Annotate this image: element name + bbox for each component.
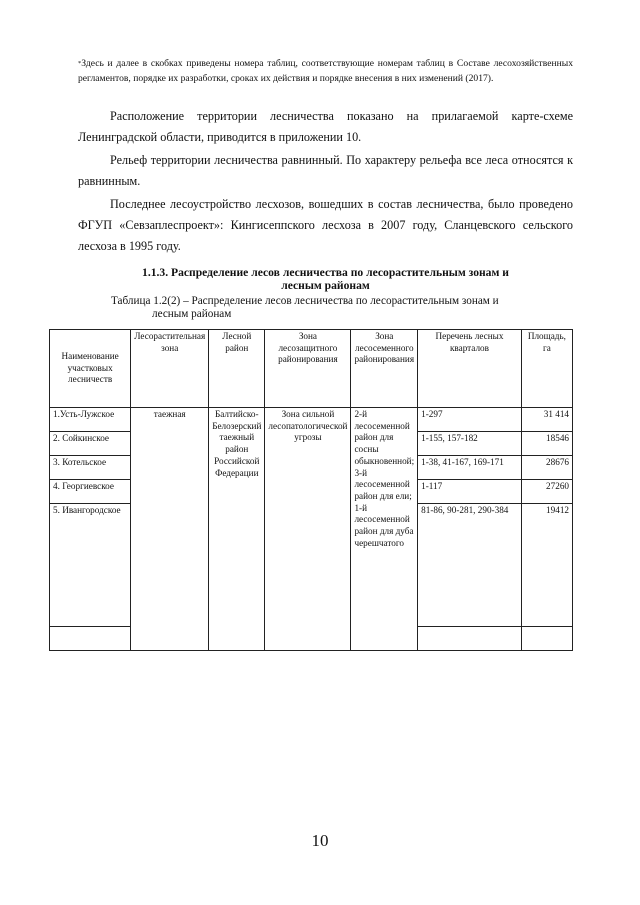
footnote-text: Здесь и далее в скобках приведены номера таблиц, соответствующие номерам таблиц в Составе лесохозяйственных регламентов, порядке их разработки, сроках их действия и порядке внесения в них изменений (2017). bbox=[78, 58, 573, 84]
cell-region: Балтийско-Белозерский таежный район Российской Федерации bbox=[209, 408, 265, 651]
header-area: Площадь, га bbox=[521, 330, 572, 408]
footnote-marker: * bbox=[78, 60, 82, 67]
cell-name: 2. Сойкинское bbox=[50, 432, 131, 456]
table-row bbox=[50, 408, 573, 432]
section-heading-line-1: 1.1.3. Распределение лесов лесничества по лесорастительным зонам и bbox=[142, 266, 509, 279]
header-name: Наименование участковых лесничеств bbox=[50, 330, 131, 408]
table-header-row bbox=[50, 330, 573, 408]
cell-empty bbox=[521, 627, 572, 651]
cell-name: 1.Усть-Лужское bbox=[50, 408, 131, 432]
cell-area: 28676 bbox=[521, 456, 572, 480]
cell-quarters: 1-117 bbox=[418, 480, 522, 504]
cell-quarters: 1-155, 157-182 bbox=[418, 432, 522, 456]
header-quarters: Перечень лесных кварталов bbox=[418, 330, 522, 408]
cell-quarters: 1-297 bbox=[418, 408, 522, 432]
cell-protection-zone: Зона сильной лесопатологической угрозы bbox=[265, 408, 351, 651]
section-heading-line-2: лесным районам bbox=[281, 279, 370, 292]
cell-seed-zone: 2-й лесосеменной район для сосны обыкновенной; 3-й лесосеменной район для ели; 1-й лесосеменной район для дуба черешчатого bbox=[351, 408, 418, 651]
table-caption-line-2: лесным районам bbox=[152, 307, 232, 320]
cell-name: 5. Ивангородское bbox=[50, 504, 131, 627]
header-region: Лесной район bbox=[209, 330, 265, 408]
forest-distribution-table bbox=[49, 329, 573, 651]
paragraph-forest-inventory: Последнее лесоустройство лесхозов, вошедших в состав лесничества, было проведено ФГУП «Севзаплеспроект»: Кингисеппского лесхоза в 2007 году, Сланцевского сельского лесхоза в 1995 году. bbox=[78, 197, 573, 253]
header-seed-zone: Зона лесосеменного районирования bbox=[351, 330, 418, 408]
table-caption-line-1: Таблица 1.2(2) – Распределение лесов лесничества по лесорастительным зонам и bbox=[111, 295, 499, 307]
paragraph-relief: Рельеф территории лесничества равнинный. По характеру рельефа все леса относятся к равнинным. bbox=[78, 153, 573, 188]
cell-name: 4. Георгиевское bbox=[50, 480, 131, 504]
cell-name: 3. Котельское bbox=[50, 456, 131, 480]
cell-empty bbox=[50, 627, 131, 651]
cell-area: 27260 bbox=[521, 480, 572, 504]
cell-empty bbox=[418, 627, 522, 651]
section-heading bbox=[78, 266, 573, 292]
header-zone: Лесорастительная зона bbox=[131, 330, 209, 408]
page-number: 10 bbox=[311, 831, 329, 850]
cell-quarters: 81-86, 90-281, 290-384 bbox=[418, 504, 522, 627]
table-caption bbox=[78, 295, 573, 320]
cell-area: 19412 bbox=[521, 504, 572, 627]
footnote bbox=[78, 57, 573, 86]
cell-area: 18546 bbox=[521, 432, 572, 456]
cell-area: 31 414 bbox=[521, 408, 572, 432]
header-protection-zone: Зона лесозащитного районирования bbox=[265, 330, 351, 408]
paragraph-location: Расположение территории лесничества показано на прилагаемой карте-схеме Ленинградской области, приводится в приложении 10. bbox=[78, 109, 573, 144]
cell-quarters: 1-38, 41-167, 169-171 bbox=[418, 456, 522, 480]
cell-zone: таежная bbox=[131, 408, 209, 651]
